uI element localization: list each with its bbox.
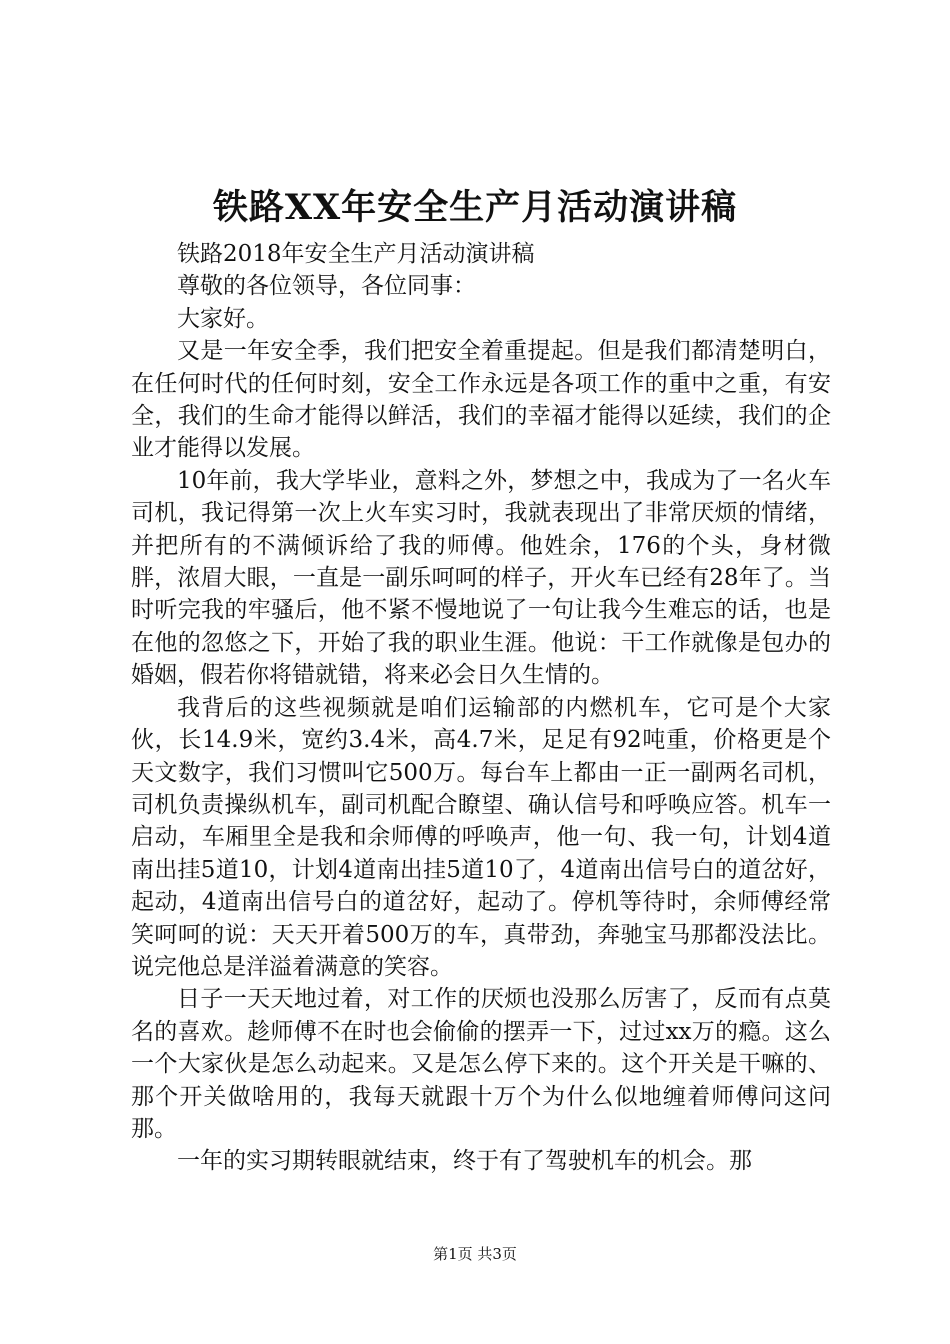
paragraph-body: 一年的实习期转眼就结束，终于有了驾驶机车的机会。那 <box>177 1148 752 1175</box>
paragraph-salutation: 尊敬的各位领导，各位同事： <box>177 273 476 300</box>
page-number-footer: 第1页 共3页 <box>433 1245 517 1263</box>
paragraph-greeting: 大家好。 <box>177 305 269 332</box>
document-title: 铁路XX年安全生产月活动演讲稿 <box>212 187 738 228</box>
document-body <box>131 238 831 1178</box>
paragraph-body: 10年前，我大学毕业，意料之外，梦想之中，我成为了一名火车司机，我记得第一次上火车实习时，我就表现出了非常厌烦的情绪，并把所有的不满倾诉给了我的师傅。他姓余，176的个头，身材微胖，浓眉大眼，一直是一副乐呵呵的样子，开火车已经有28年了。当时听完我的牢骚后，他不紧不慢地说了一句让我今生难忘的话，也是在他的忽悠之下，开始了我的职业生涯。他说：干工作就像是包办的婚姻，假若你将错就错，将来必会日久生情的。 <box>131 467 831 689</box>
paragraph-subtitle: 铁路2018年安全生产月活动演讲稿 <box>177 241 535 267</box>
paragraph-body: 我背后的这些视频就是咱们运输部的内燃机车，它可是个大家伙，长14.9米，宽约3.4米，高4.7米，足足有92吨重，价格更是个天文数字，我们习惯叫它500万。每台车上都由一正一副两名司机，司机负责操纵机车，副司机配合瞭望、确认信号和呼唤应答。机车一启动，车厢里全是我和余师傅的呼唤声，他一句、我一句，计划4道南出挂5道10，计划4道南出挂5道10了，4道南出信号白的道岔好，起动，4道南出信号白的道岔好，起动了。停机等待时，余师傅经常笑呵呵的说：天天开着500万的车，真带劲，奔驰宝马那都没法比。说完他总是洋溢着满意的笑容。 <box>131 694 831 980</box>
paragraph-body: 日子一天天地过着，对工作的厌烦也没那么厉害了，反而有点莫名的喜欢。趁师傅不在时也会偷偷的摆弄一下，过过xx万的瘾。这么一个大家伙是怎么动起来。又是怎么停下来的。这个开关是干嘛的、那个开关做啥用的，我每天就跟十万个为什么似地缠着师傅问这问那。 <box>131 986 831 1142</box>
paragraph-body: 又是一年安全季，我们把安全着重提起。但是我们都清楚明白，在任何时代的任何时刻，安全工作永远是各项工作的重中之重，有安全，我们的生命才能得以鲜活，我们的幸福才能得以延续，我们的企业才能得以发展。 <box>131 338 831 462</box>
